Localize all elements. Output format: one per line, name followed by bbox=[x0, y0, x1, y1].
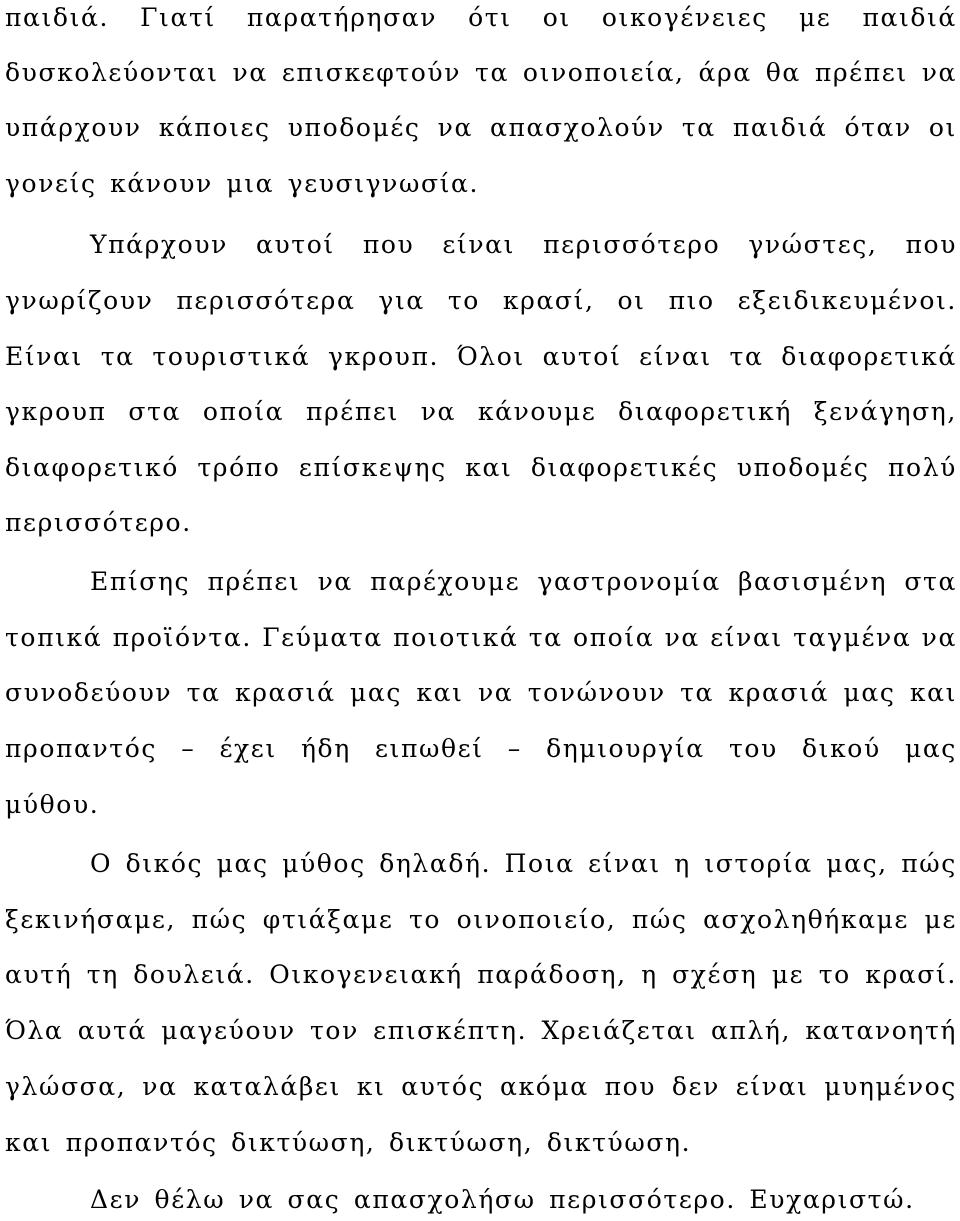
word: η bbox=[674, 849, 691, 878]
word: γκρουπ bbox=[5, 397, 107, 426]
word: Επίσης bbox=[90, 567, 191, 596]
word: ήδη bbox=[300, 734, 351, 763]
word: διαφορετικά bbox=[781, 342, 957, 371]
word: οι bbox=[617, 286, 646, 315]
word: παράδοση, bbox=[477, 960, 627, 989]
word: το bbox=[818, 960, 851, 989]
word: μας bbox=[904, 734, 957, 763]
word: αυτά bbox=[77, 1016, 147, 1045]
text-line bbox=[5, 452, 957, 484]
text-line: και προπαντός δικτύωση, δικτύωση, δικτύωση. bbox=[5, 1128, 692, 1157]
word: τοπικά bbox=[5, 623, 103, 652]
word: δουλειά. bbox=[133, 960, 255, 989]
word: τα bbox=[528, 623, 563, 652]
word: ασχοληθήκαμε bbox=[703, 905, 909, 934]
text-line bbox=[5, 285, 957, 317]
word: ακόμα bbox=[500, 1072, 589, 1101]
word: Όλοι bbox=[456, 342, 525, 371]
word: κρασιά bbox=[728, 678, 830, 707]
word: είναι bbox=[735, 1072, 809, 1101]
word: άρα bbox=[698, 58, 752, 87]
word: είναι bbox=[442, 230, 515, 259]
word: επίσκεψης bbox=[298, 453, 447, 482]
word: πρέπει bbox=[814, 58, 908, 87]
text-line bbox=[5, 904, 957, 936]
word: καταλάβει bbox=[193, 1072, 341, 1101]
word: τα bbox=[729, 342, 764, 371]
word: Είναι bbox=[5, 342, 83, 371]
word: διαφορετικό bbox=[5, 453, 179, 482]
word: έχει bbox=[219, 734, 277, 763]
word: για bbox=[378, 286, 425, 315]
word: προπαντός bbox=[5, 734, 157, 763]
word: φτιάξαμε bbox=[262, 905, 394, 934]
word: διαφορετικές bbox=[530, 453, 719, 482]
word: ειπωθεί bbox=[374, 734, 484, 763]
word: το bbox=[408, 905, 442, 934]
word: κατανοητή bbox=[805, 1016, 957, 1045]
word: κρασί, bbox=[502, 286, 595, 315]
text-line: περισσότερο. bbox=[5, 508, 192, 537]
word: οινοποιείο, bbox=[456, 905, 617, 934]
text-line: Δεν θέλω να σας απασχολήσω περισσότερο. Ευχαριστώ. bbox=[90, 1185, 915, 1214]
word: σχέση bbox=[672, 960, 758, 989]
word: να bbox=[437, 113, 473, 142]
word: Όλα bbox=[5, 1016, 64, 1045]
word: που bbox=[905, 230, 957, 259]
text-line bbox=[5, 959, 957, 991]
word: μας bbox=[350, 678, 402, 707]
word: – bbox=[181, 734, 196, 763]
word: να bbox=[317, 567, 353, 596]
word: το bbox=[447, 286, 480, 315]
word: γνωρίζουν bbox=[5, 286, 154, 315]
word: περισσότερα bbox=[176, 286, 356, 315]
word: μύθος bbox=[282, 849, 366, 878]
word: παιδιά bbox=[862, 3, 957, 32]
word: παρατήρησαν bbox=[246, 3, 438, 32]
word: περισσότερο bbox=[543, 230, 721, 259]
text-line bbox=[90, 229, 957, 261]
word: να bbox=[420, 397, 457, 426]
text-line bbox=[5, 1015, 957, 1047]
word: αυτή bbox=[5, 960, 73, 989]
word: που bbox=[362, 230, 415, 259]
word: οποία bbox=[202, 397, 285, 426]
word: τονώνουν bbox=[527, 678, 666, 707]
word: κρασί. bbox=[865, 960, 957, 989]
text-line bbox=[5, 622, 957, 654]
word: θα bbox=[765, 58, 801, 87]
word: και bbox=[416, 678, 464, 707]
word: ξεκινήσαμε, bbox=[5, 905, 177, 934]
word: με bbox=[798, 3, 832, 32]
word: επισκέπτη. bbox=[373, 1016, 528, 1045]
word: όταν bbox=[844, 113, 912, 142]
text-line bbox=[5, 396, 957, 428]
word: οποία bbox=[573, 623, 655, 652]
word: παρέχουμε bbox=[370, 567, 521, 596]
text-line bbox=[5, 733, 957, 765]
word: υπάρχουν bbox=[5, 113, 142, 142]
text-line bbox=[5, 1071, 957, 1103]
word: είναι bbox=[710, 623, 783, 652]
word: δυσκολεύονται bbox=[5, 58, 219, 87]
word: δικού bbox=[802, 734, 881, 763]
word: δημιουργία bbox=[546, 734, 705, 763]
word: μας bbox=[216, 849, 269, 878]
word: πιο bbox=[668, 286, 715, 315]
word: ποιοτικά bbox=[393, 623, 519, 652]
word: δηλαδή. bbox=[379, 849, 492, 878]
word: δεν bbox=[671, 1072, 720, 1101]
word: οινοποιεία, bbox=[522, 58, 685, 87]
word: τα bbox=[680, 678, 715, 707]
word: με bbox=[924, 905, 957, 934]
word: να bbox=[142, 1072, 178, 1101]
word: Ποια bbox=[504, 849, 575, 878]
word: οι bbox=[542, 3, 571, 32]
word: να bbox=[664, 623, 700, 652]
word: Οικογενειακή bbox=[269, 960, 463, 989]
word: υποδομές bbox=[287, 113, 421, 142]
word: Χρειάζεται bbox=[541, 1016, 697, 1045]
word: στα bbox=[128, 397, 182, 426]
word: παιδιά bbox=[732, 113, 828, 142]
word: τον bbox=[309, 1016, 359, 1045]
word: τα bbox=[681, 113, 716, 142]
word: αυτοί bbox=[542, 342, 622, 371]
word: διαφορετική bbox=[618, 397, 792, 426]
word: στα bbox=[904, 567, 957, 596]
word: να bbox=[477, 678, 514, 707]
word: γκρουπ. bbox=[327, 342, 440, 371]
word: ξενάγηση, bbox=[813, 397, 957, 426]
word: – bbox=[507, 734, 522, 763]
word: δικός bbox=[125, 849, 204, 878]
word: αυτός bbox=[401, 1072, 485, 1101]
word: πώς bbox=[191, 905, 248, 934]
word: υποδομές bbox=[736, 453, 870, 482]
word: τουριστικά bbox=[152, 342, 311, 371]
word: πώς bbox=[901, 849, 957, 878]
word: τη bbox=[86, 960, 119, 989]
word: που bbox=[604, 1072, 657, 1101]
word: μας bbox=[843, 678, 896, 707]
word: μαγεύουν bbox=[161, 1016, 296, 1045]
word: κάνουμε bbox=[477, 397, 597, 426]
word: βασισμένη bbox=[738, 567, 888, 596]
word: ότι bbox=[468, 3, 512, 32]
text-line bbox=[5, 2, 957, 34]
text-line bbox=[90, 566, 957, 598]
word: γνώστες, bbox=[748, 230, 878, 259]
word: εξειδικευμένοι. bbox=[737, 286, 957, 315]
word: του bbox=[728, 734, 778, 763]
word: μας, bbox=[826, 849, 888, 878]
text-line bbox=[5, 677, 957, 709]
text-line bbox=[90, 848, 957, 880]
word: να bbox=[921, 623, 957, 652]
word: οικογένειες bbox=[601, 3, 768, 32]
word: είναι bbox=[639, 342, 712, 371]
word: η bbox=[641, 960, 658, 989]
word: κι bbox=[356, 1072, 386, 1101]
word: γαστρονομία bbox=[537, 567, 721, 596]
word: Γιατί bbox=[140, 3, 216, 32]
word: τα bbox=[475, 58, 509, 87]
word: πώς bbox=[631, 905, 688, 934]
word: και bbox=[909, 678, 957, 707]
word: Γεύματα bbox=[262, 623, 383, 652]
word: επισκεφτούν bbox=[281, 58, 462, 87]
word: τρόπο bbox=[197, 453, 281, 482]
word: κάποιες bbox=[158, 113, 271, 142]
word: τα bbox=[186, 678, 221, 707]
text-line bbox=[5, 57, 957, 89]
word: Ο bbox=[90, 849, 113, 878]
word: ιστορία bbox=[704, 849, 813, 878]
word: γλώσσα, bbox=[5, 1072, 127, 1101]
word: να bbox=[232, 58, 268, 87]
word: οι bbox=[928, 113, 957, 142]
text-line bbox=[5, 112, 957, 144]
word: είναι bbox=[588, 849, 661, 878]
word: αυτοί bbox=[255, 230, 335, 259]
word: τα bbox=[100, 342, 135, 371]
word: πρέπει bbox=[305, 397, 399, 426]
text-line: μύθου. bbox=[5, 790, 100, 819]
word: κρασιά bbox=[235, 678, 336, 707]
word: με bbox=[771, 960, 805, 989]
word: απασχολούν bbox=[490, 113, 665, 142]
word: και bbox=[465, 453, 513, 482]
word: μυημένος bbox=[824, 1072, 957, 1101]
word: συνοδεύουν bbox=[5, 678, 173, 707]
word: παιδιά. bbox=[5, 3, 109, 32]
word: Υπάρχουν bbox=[90, 230, 228, 259]
word: πρέπει bbox=[207, 567, 301, 596]
word: προϊόντα. bbox=[112, 623, 252, 652]
word: απλή, bbox=[710, 1016, 792, 1045]
text-line: γονείς κάνουν μια γευσιγνωσία. bbox=[5, 169, 480, 198]
word: να bbox=[921, 58, 957, 87]
word: πολύ bbox=[888, 453, 957, 482]
word: ταγμένα bbox=[793, 623, 912, 652]
text-line bbox=[5, 341, 957, 373]
